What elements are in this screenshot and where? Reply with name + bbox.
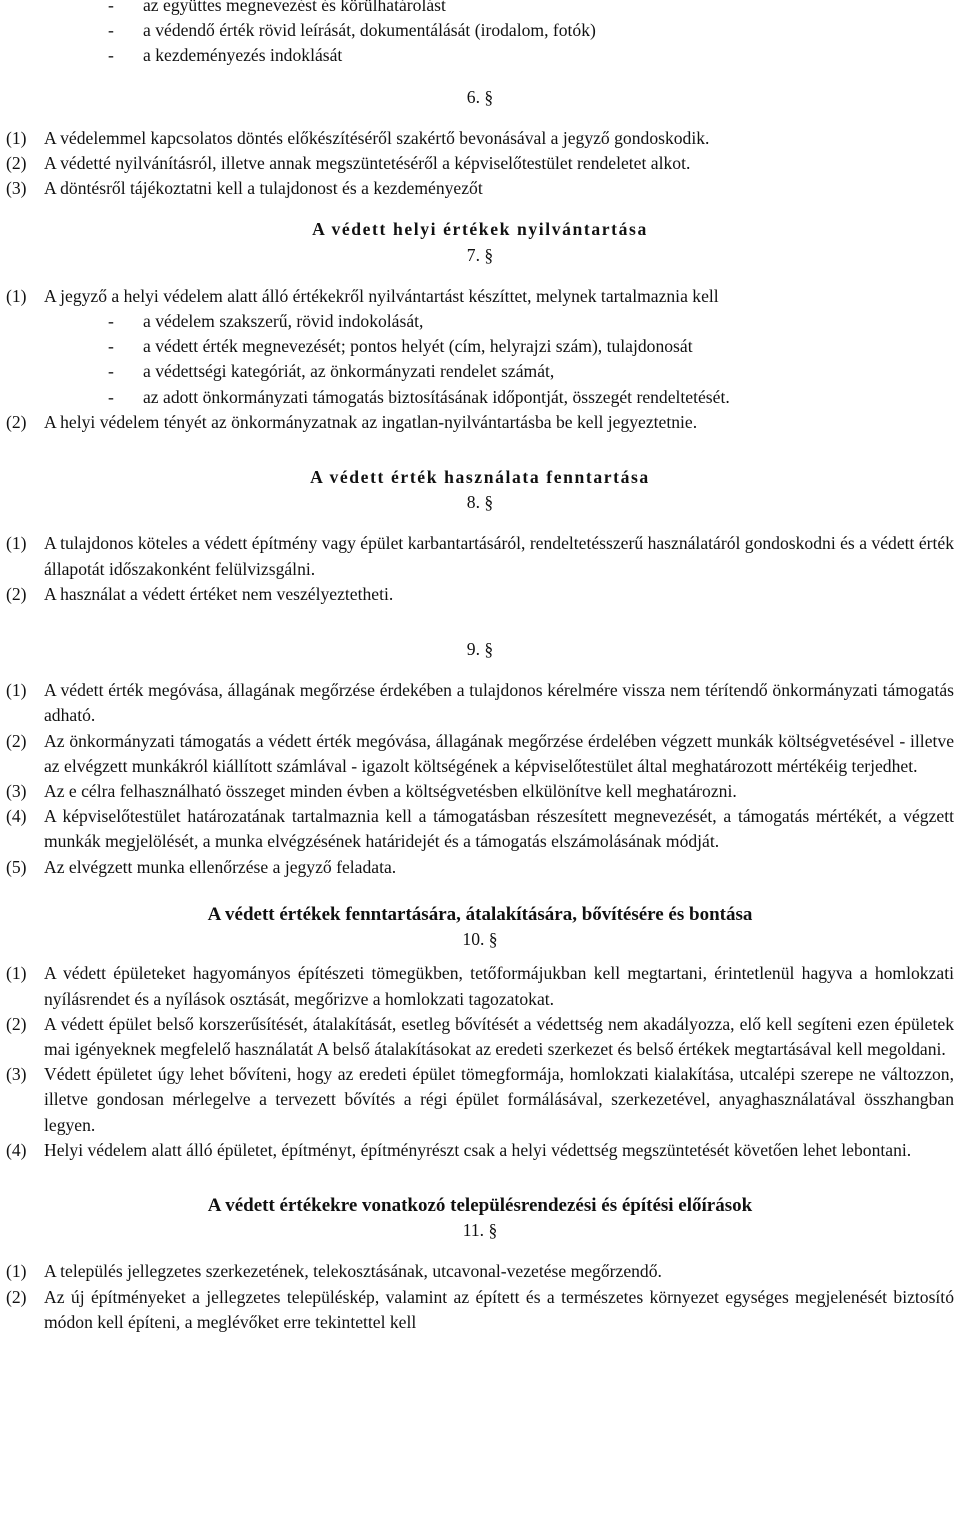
paragraph-number: (2)	[6, 1013, 27, 1034]
section-number: 9. §	[466, 639, 494, 660]
section-number: 8. §	[466, 492, 494, 513]
paragraph: (2) A védett épület belső korszerűsítését, átalakítását, esetleg bővítését a védettség nem akadályozza, elő kell segíteni ezen épületek mai igényeknek megfelelő használatát A belső átalakításokat az eredeti szerkezet és belső értékek megtartásával kell megoldani.	[6, 1013, 954, 1059]
list-item: - az adott önkormányzati támogatás biztosításának időpontját, összegét rendeltetését.	[108, 386, 730, 407]
paragraph-number: (3)	[6, 781, 27, 802]
paragraph: (1) A védett érték megóvása, állagának megőrzése érdekében a tulajdonos kérelmére vissza nem térítendő önkormányzati támogatás adható.	[6, 680, 954, 726]
section-number: 6. §	[466, 86, 494, 107]
paragraph: (3) Védett épületet úgy lehet bővíteni, hogy az eredeti épület tömegformája, homlokzati kialakítása, utcalépi szerepe ne változzon, illetve gondosan mérlegelve a tervezett bővítés a régi épület formálásával, szerkezetével, anyaghasználatával összhangban legyen.	[6, 1064, 954, 1135]
list-item: - a védettségi kategóriát, az önkormányzati rendelet számát,	[108, 361, 555, 382]
paragraph: (1) A védelemmel kapcsolatos döntés előkészítéséről szakértő bevonásával a jegyző gondoskodik.	[0, 126, 960, 151]
section-number: 11. §	[462, 1220, 498, 1241]
section-9	[0, 678, 960, 880]
paragraph-number: (3)	[6, 178, 27, 199]
paragraph: (1) A település jellegzetes szerkezetének, telekosztásának, utcavonal-vezetése megőrzendő.	[0, 1259, 960, 1284]
section-10	[0, 961, 960, 1163]
paragraph: (2) A használat a védett értéket nem veszélyeztetheti.	[0, 582, 960, 607]
section-heading: A védett értékek fenntartására, átalakítására, bővítésére és bontása	[207, 903, 753, 925]
paragraph-number: (4)	[6, 1139, 27, 1160]
paragraph: (2) Az önkormányzati támogatás a védett érték megóvása, állagának megőrzése érdelében végzett munkák költségvetésével - illetve az elvégzett munkákról kiállított számlával - igazolt költségének a képviselőtestület által meghatározott mértékéig terjedhet.	[6, 730, 954, 776]
section-number: 7. §	[466, 244, 494, 265]
paragraph-number: (1)	[6, 533, 27, 554]
section-7	[0, 284, 960, 435]
paragraph: (1) A jegyző a helyi védelem alatt álló értékekről nyilvántartást készíttet, melynek tartalmaznia kell	[0, 284, 960, 309]
paragraph-number: (2)	[6, 730, 27, 751]
paragraph-number: (5)	[6, 856, 27, 877]
section-8	[0, 531, 960, 607]
list-item: - az együttes megnevezést és körülhatárolást	[108, 0, 446, 15]
list-item: - a védelem szakszerű, rövid indokolását,	[108, 311, 424, 332]
paragraph-number: (2)	[6, 583, 27, 604]
list-item: - a kezdeményezés indoklását	[108, 45, 343, 66]
section-6	[0, 126, 960, 202]
paragraph-number: (1)	[6, 285, 27, 306]
paragraph: (1) A védett épületeket hagyományos építészeti tömegükben, tetőformájukban kell megtartani, érintetlenül hagyva a homlokzati nyílásrendet és a nyílások osztását, megőrizve a homlokzati tagozatokat.	[6, 963, 954, 1009]
paragraph: (4) A képviselőtestület határozatának tartalmaznia kell a támogatásban részesített megnevezését, a támogatás mértékét, a végzett munkák megjelölését, a munka elvégzésének határidejét és a támogatás elszámolásának módját.	[6, 806, 954, 852]
paragraph-number: (3)	[6, 1064, 27, 1085]
paragraph: (4) Helyi védelem alatt álló épületet, építményt, építményrészt csak a helyi védettség megszüntetését követően lehet lebontani.	[0, 1138, 960, 1163]
section-heading: A védett helyi értékek nyilvántartása	[312, 219, 648, 240]
paragraph-number: (1)	[6, 680, 27, 701]
section-11	[0, 1259, 960, 1335]
paragraph-number: (4)	[6, 806, 27, 827]
paragraph: (3) A döntésről tájékoztatni kell a tulajdonost és a kezdeményezőt	[0, 176, 960, 201]
section-heading: A védett érték használata fenntartása	[310, 467, 650, 488]
section-number: 10. §	[462, 929, 498, 950]
paragraph: (1) A tulajdonos köteles a védett építmény vagy épület karbantartásáról, rendeltetésszerű használatáról gondoskodni és a védett érték állapotát időszakonként felülvizsgálni.	[6, 533, 954, 579]
paragraph-number: (1)	[6, 963, 27, 984]
paragraph-number: (1)	[6, 127, 27, 148]
paragraph: (2) Az új építményeket a jellegzetes településkép, valamint az épített és a természetes környezet egységes megjelenését biztosító módon kell építeni, a meglévőket erre tekintettel kell	[6, 1286, 954, 1332]
list-item: - a védett érték megnevezését; pontos helyét (cím, helyrajzi szám), tulajdonosát	[108, 336, 693, 357]
list-item: - a védendő érték rövid leírását, dokumentálását (irodalom, fotók)	[108, 20, 596, 41]
paragraph: (3) Az e célra felhasználható összeget minden évben a költségvetésben elkülönítve kell meghatározni.	[0, 779, 960, 804]
paragraph-number: (2)	[6, 153, 27, 174]
paragraph: (5) Az elvégzett munka ellenőrzése a jegyző feladata.	[0, 855, 960, 880]
paragraph-number: (1)	[6, 1261, 27, 1282]
paragraph: (2) A védetté nyilvánításról, illetve annak megszüntetéséről a képviselőtestület rendeletet alkot.	[0, 151, 960, 176]
paragraph: (2) A helyi védelem tényét az önkormányzatnak az ingatlan-nyilvántartásba be kell jegyeztetnie.	[0, 410, 960, 435]
paragraph-number: (2)	[6, 1286, 27, 1307]
section-heading: A védett értékekre vonatkozó településrendezési és építési előírások	[207, 1194, 753, 1216]
submission-content-list	[0, 0, 960, 69]
paragraph-number: (2)	[6, 411, 27, 432]
